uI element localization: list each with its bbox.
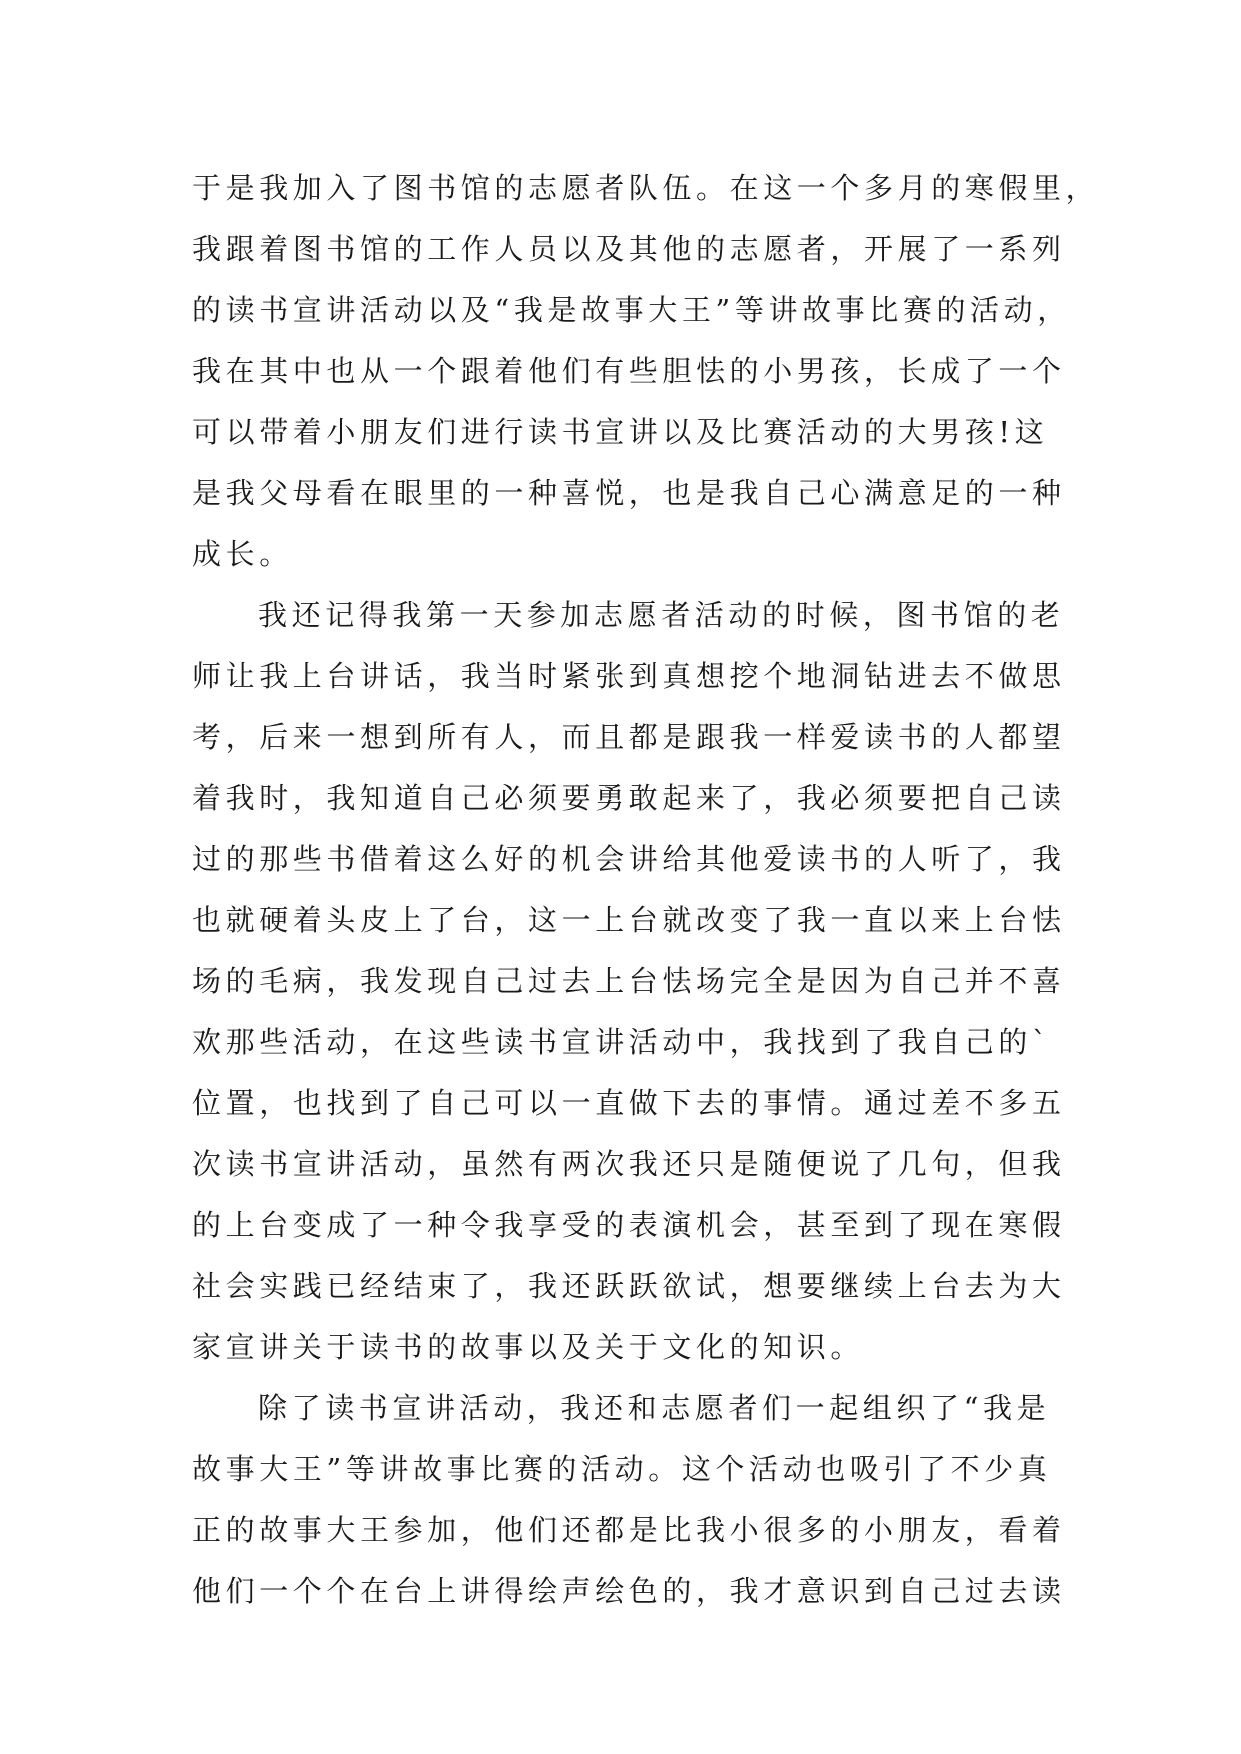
document-body (192, 158, 1100, 1622)
text-line: 我在其中也从一个跟着他们有些胆怯的小男孩，长成了一个 (192, 354, 1066, 388)
text-line: 社会实践已经结束了，我还跃跃欲试，想要继续上台去为大 (192, 1269, 1066, 1303)
text-line: 家宣讲关于读书的故事以及关于文化的知识。 (192, 1330, 865, 1364)
text-line: 成长。 (192, 537, 293, 571)
text-line: 师让我上台讲话，我当时紧张到真想挖个地洞钻进去不做思 (192, 659, 1066, 693)
text-line: 的读书宣讲活动以及“我是故事大王”等讲故事比赛的活动， (192, 293, 1071, 327)
text-line: 也就硬着头皮上了台，这一上台就改变了我一直以来上台怯 (192, 903, 1066, 937)
text-line: 位置，也找到了自己可以一直做下去的事情。通过差不多五 (192, 1086, 1066, 1120)
text-line-indented: 除了读书宣讲活动，我还和志愿者们一起组织了“我是 (258, 1391, 1051, 1425)
text-line: 着我时，我知道自己必须要勇敢起来了，我必须要把自己读 (192, 781, 1066, 815)
text-line: 于是我加入了图书馆的志愿者队伍。在这一个多月的寒假里， (192, 171, 1100, 205)
text-line: 的上台变成了一种令我享受的表演机会，甚至到了现在寒假 (192, 1208, 1066, 1242)
text-line-indented: 我还记得我第一天参加志愿者活动的时候，图书馆的老 (258, 598, 1065, 632)
text-line: 正的故事大王参加，他们还都是比我小很多的小朋友，看着 (192, 1513, 1066, 1547)
paragraph-2 (192, 585, 1092, 1378)
paragraph-3 (192, 1378, 1092, 1622)
text-line: 考，后来一想到所有人，而且都是跟我一样爱读书的人都望 (192, 720, 1066, 754)
paragraph-1 (192, 158, 1100, 585)
text-line: 可以带着小朋友们进行读书宣讲以及比赛活动的大男孩!这 (192, 415, 1049, 449)
text-line: 他们一个个在台上讲得绘声绘色的，我才意识到自己过去读 (192, 1574, 1066, 1608)
text-line: 我跟着图书馆的工作人员以及其他的志愿者，开展了一系列 (192, 232, 1066, 266)
text-line: 过的那些书借着这么好的机会讲给其他爱读书的人听了，我 (192, 842, 1066, 876)
text-line: 次读书宣讲活动，虽然有两次我还只是随便说了几句，但我 (192, 1147, 1066, 1181)
text-line: 场的毛病，我发现自己过去上台怯场完全是因为自己并不喜 (192, 964, 1066, 998)
text-line: 是我父母看在眼里的一种喜悦，也是我自己心满意足的一种 (192, 476, 1066, 510)
text-line: 故事大王”等讲故事比赛的活动。这个活动也吸引了不少真 (192, 1452, 1052, 1486)
text-line: 欢那些活动，在这些读书宣讲活动中，我找到了我自己的` (192, 1025, 1052, 1059)
